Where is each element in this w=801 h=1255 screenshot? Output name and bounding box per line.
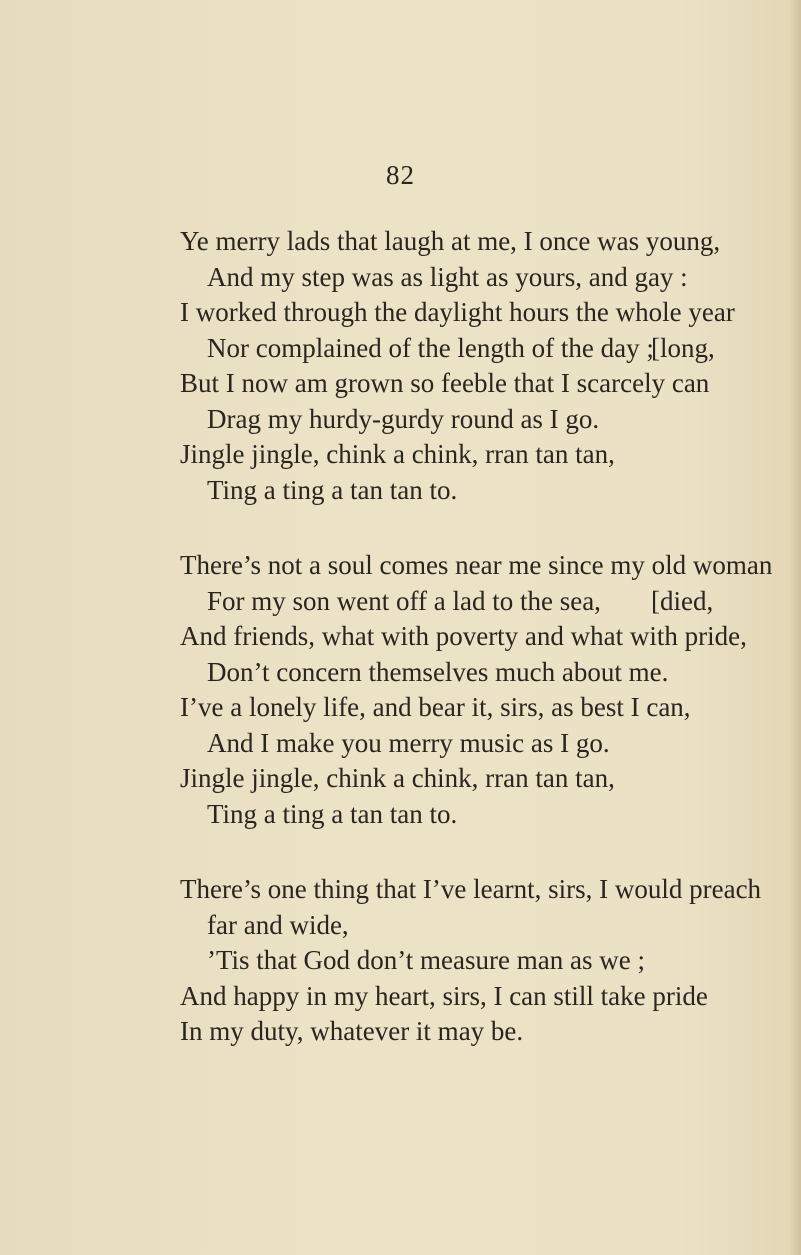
line-text: far and wide, xyxy=(207,909,349,940)
line-text: In my duty, whatever it may be. xyxy=(180,1016,524,1046)
line-aside: [long, xyxy=(651,332,715,363)
line-text: I’ve a lonely life, and bear it, sirs, as best I can, xyxy=(180,692,691,722)
poem-line xyxy=(0,619,801,655)
poem-line xyxy=(0,224,801,260)
stanza-2 xyxy=(0,548,801,832)
poem-line xyxy=(0,761,801,797)
line-text: Drag my hurdy-gurdy round as I go. xyxy=(207,403,600,434)
poem-line xyxy=(0,437,801,473)
line-text: And I make you merry music as I go. xyxy=(207,727,610,758)
poem-line xyxy=(0,295,801,331)
page-number: 82 xyxy=(386,160,415,190)
line-text: Don’t concern themselves much about me. xyxy=(207,656,669,687)
poem-line xyxy=(0,797,801,833)
line-text: There’s one thing that I’ve learnt, sirs, I would preach xyxy=(180,874,762,904)
line-text: And my step was as light as yours, and gay : xyxy=(207,261,688,292)
poem-line xyxy=(0,655,801,691)
poem-line xyxy=(0,690,801,726)
line-text: Ye merry lads that laugh at me, I once was young, xyxy=(180,226,721,256)
line-text: ’Tis that God don’t measure man as we ; xyxy=(207,945,645,975)
poem-line xyxy=(0,908,801,944)
line-text: And happy in my heart, sirs, I can still take pride xyxy=(180,980,708,1011)
poem-line xyxy=(0,584,801,620)
poem-line xyxy=(0,331,801,367)
poem-line xyxy=(0,366,801,402)
poem-line xyxy=(0,943,801,979)
poem-line xyxy=(0,260,801,296)
poem-line xyxy=(0,1014,801,1050)
poem-line xyxy=(0,872,801,908)
poem-body xyxy=(0,224,801,1090)
line-text: There’s not a soul comes near me since my old woman xyxy=(180,550,773,580)
line-text: For my son went off a lad to the sea, xyxy=(207,585,601,616)
poem-line xyxy=(0,548,801,584)
poem-line xyxy=(0,979,801,1015)
line-text: Ting a ting a tan tan to. xyxy=(207,798,458,829)
line-text: I worked through the daylight hours the whole year xyxy=(180,297,735,327)
poem-line xyxy=(0,473,801,509)
line-text: And friends, what with poverty and what with pride, xyxy=(180,621,747,651)
line-text: Jingle jingle, chink a chink, rran tan tan, xyxy=(180,763,615,793)
poem-line xyxy=(0,726,801,762)
line-text: But I now am grown so feeble that I scarcely can xyxy=(180,368,710,398)
line-aside: [died, xyxy=(651,585,714,616)
line-text: Jingle jingle, chink a chink, rran tan tan, xyxy=(180,439,615,469)
poem-line xyxy=(0,402,801,438)
line-text: Nor complained of the length of the day ; xyxy=(207,332,654,363)
line-text: Ting a ting a tan tan to. xyxy=(207,474,458,505)
stanza-1 xyxy=(0,224,801,508)
stanza-3 xyxy=(0,872,801,1050)
